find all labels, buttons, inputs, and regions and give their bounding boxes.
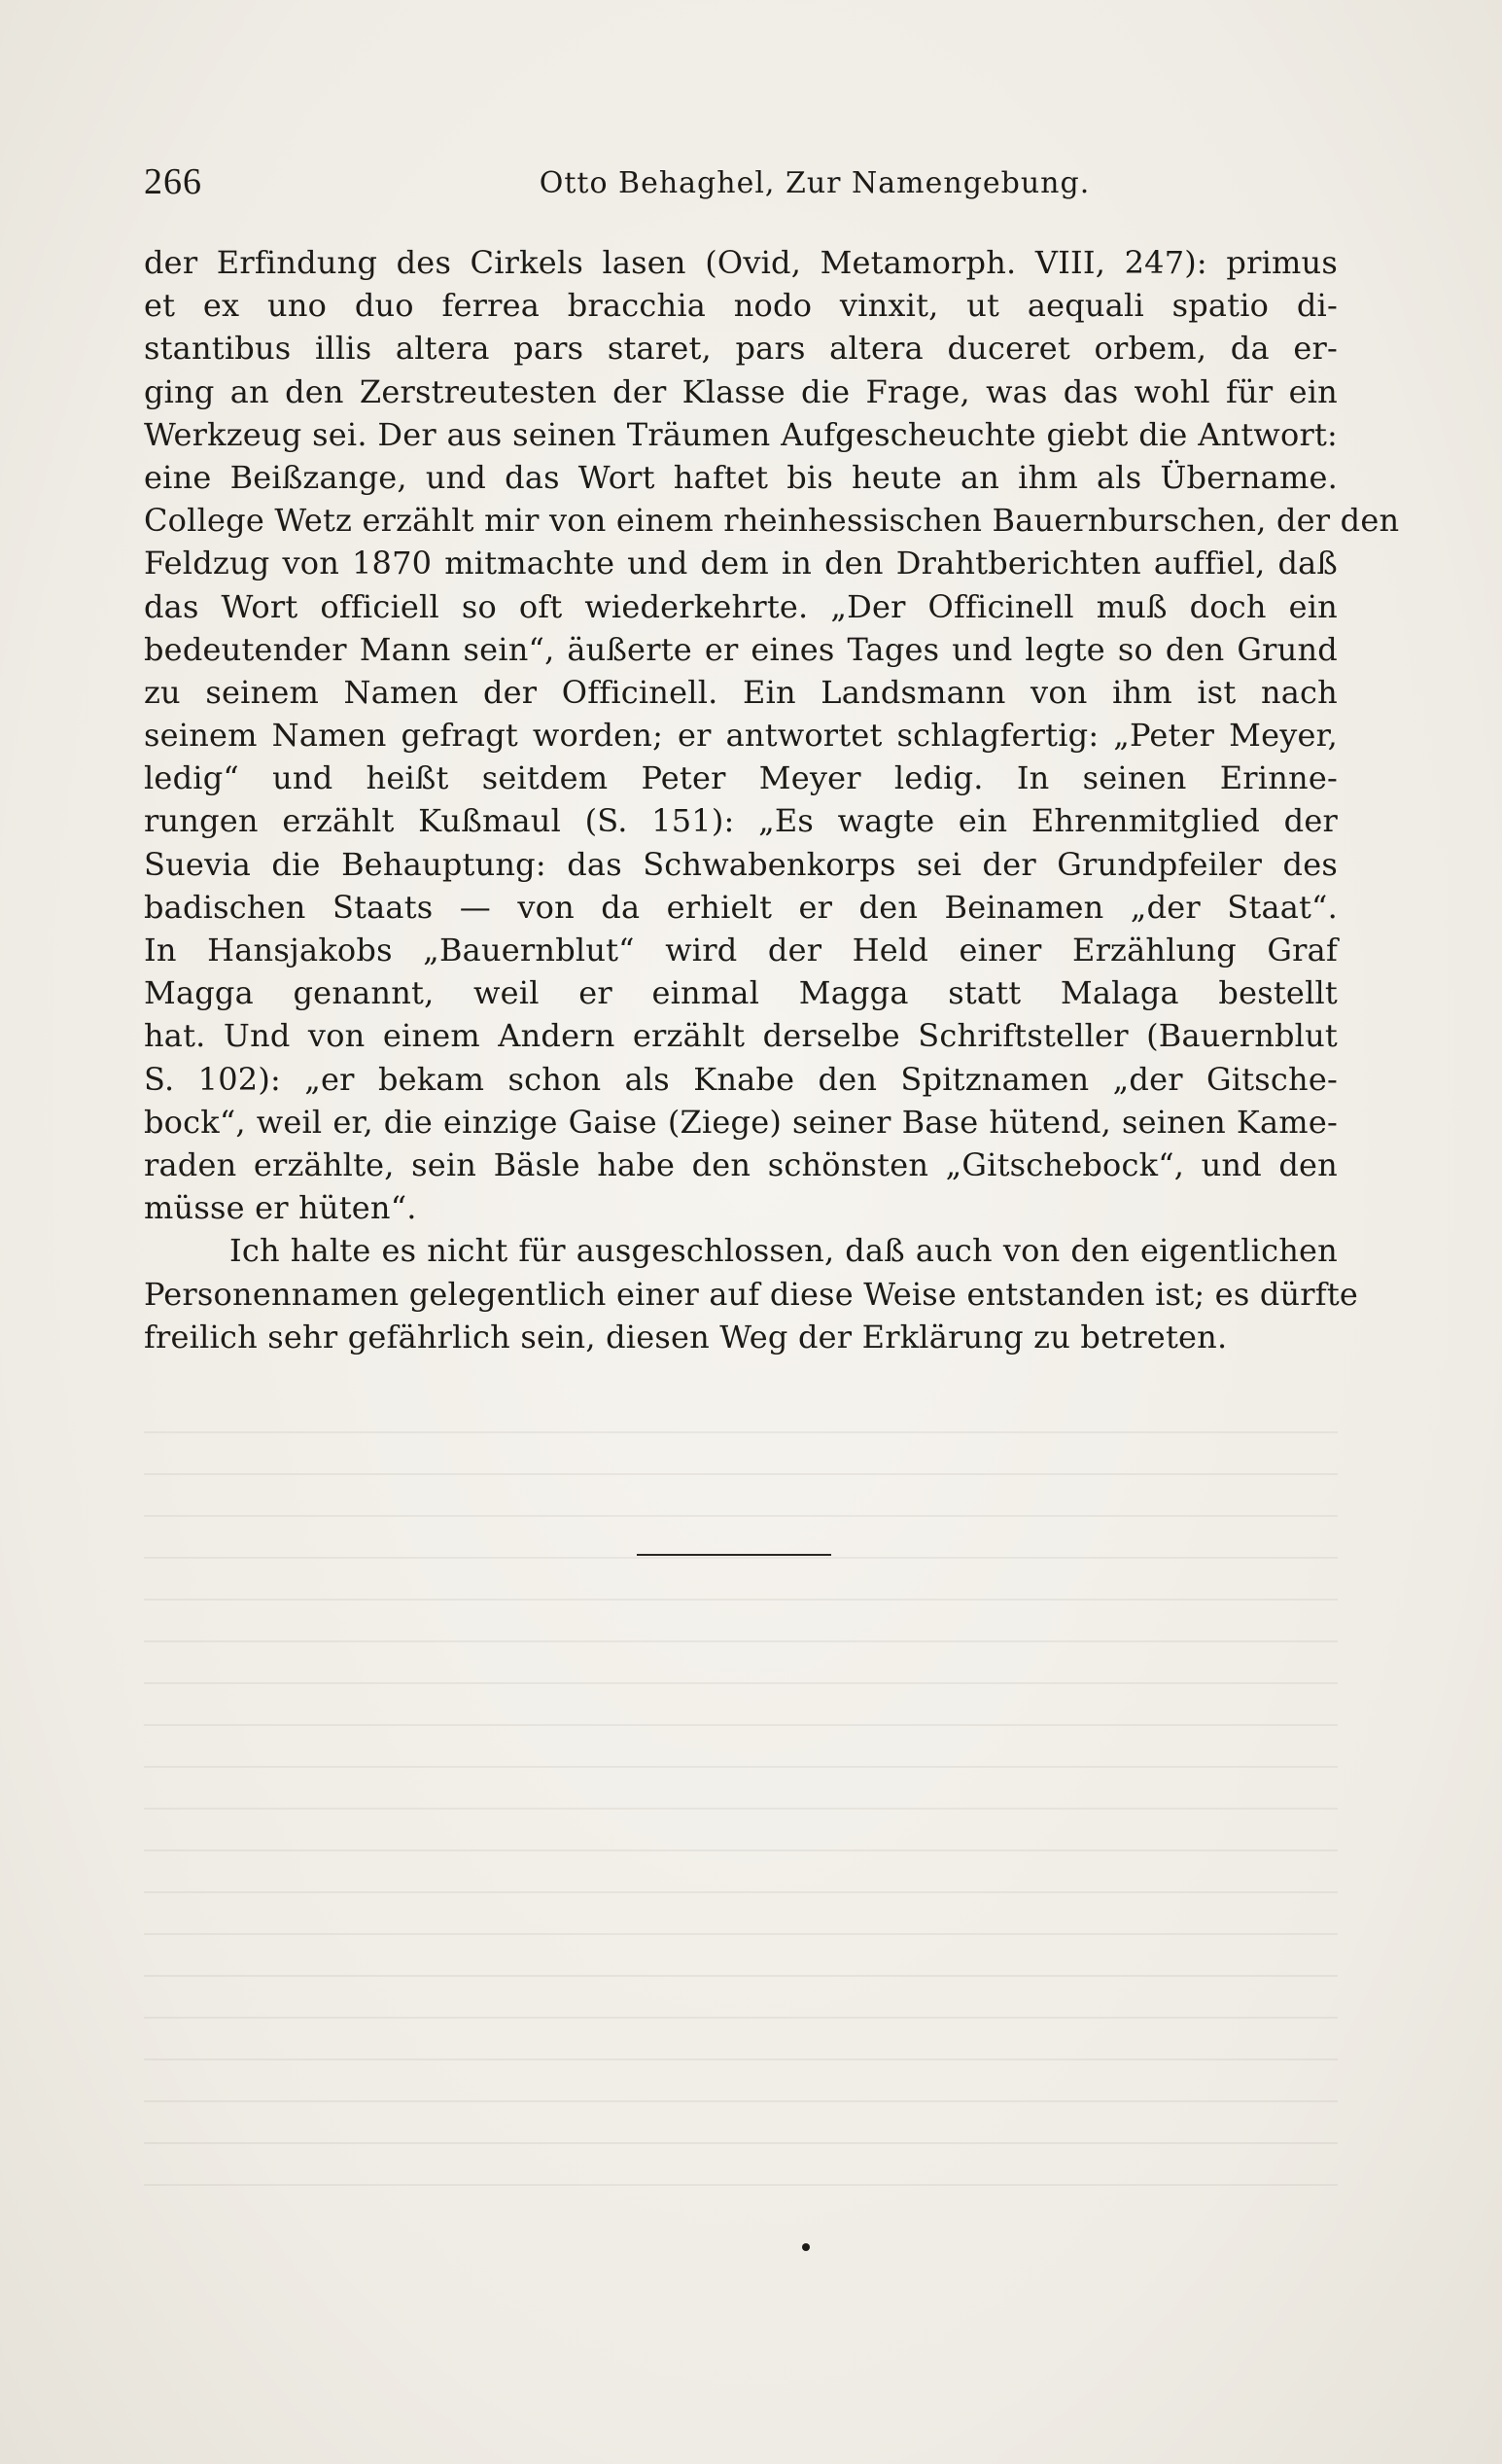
text-line: rungen erzählt Kußmaul (S. 151): „Es wagte ein Ehrenmitglied der <box>144 802 1338 840</box>
text-line: freilich sehr gefährlich sein, diesen Weg der Erklärung zu betreten. <box>144 1318 1228 1355</box>
text-line: müsse er hüten“. <box>144 1189 417 1227</box>
text-line: bock“, weil er, die einzige Gaise (Ziege) seiner Base hütend, seinen Kame- <box>144 1103 1338 1141</box>
text-line: S. 102): „er bekam schon als Knabe den Spitznamen „der Gitsche- <box>144 1060 1338 1098</box>
text-line: ledig“ und heißt seitdem Peter Meyer ledig. In seinen Erinne- <box>144 759 1338 797</box>
text-line: Suevia die Behauptung: das Schwabenkorps sei der Grundpfeiler des <box>144 845 1338 883</box>
section-divider <box>637 1554 831 1556</box>
text-line: Personennamen gelegentlich einer auf diese Weise entstanden ist; es dürfte <box>144 1275 1359 1313</box>
text-line: seinem Namen gefragt worden; er antwortet schlagfertig: „Peter Meyer, <box>144 717 1338 755</box>
text-line: badischen Staats — von da erhielt er den Beinamen „der Staat“. <box>144 888 1338 926</box>
text-line: Feldzug von 1870 mitmachte und dem in den Drahtberichten auffiel, daß <box>144 545 1338 582</box>
text-line: Magga genannt, weil er einmal Magga statt Malaga bestellt <box>144 974 1338 1012</box>
running-head: Otto Behaghel, Zur Namengebung. <box>539 166 1091 200</box>
page-mark <box>802 2243 810 2251</box>
page-header <box>144 160 1335 209</box>
text-line: Ich halte es nicht für ausgeschlossen, daß auch von den eigentlichen <box>229 1232 1338 1270</box>
text-line: et ex uno duo ferrea bracchia nodo vinxit, ut aequali spatio di- <box>144 287 1338 325</box>
text-line: eine Beißzange, und das Wort haftet bis heute an ihm als Übername. <box>144 458 1338 496</box>
text-line: raden erzählte, sein Bäsle habe den schönsten „Gitschebock“, und den <box>144 1145 1338 1183</box>
page-number: 266 <box>144 161 202 202</box>
text-line: der Erfindung des Cirkels lasen (Ovid, Metamorph. VIII, 247): primus <box>144 244 1338 281</box>
text-line: In Hansjakobs „Bauernblut“ wird der Held einer Erzählung Graf <box>144 932 1338 968</box>
text-line: stantibus illis altera pars staret, pars altera duceret orbem, da er- <box>144 330 1338 368</box>
text-line: ging an den Zerstreutesten der Klasse die Frage, was das wohl für ein <box>144 372 1338 410</box>
show-through-texture <box>144 1410 1338 2188</box>
text-line: hat. Und von einem Andern erzählt derselbe Schriftsteller (Bauernblut <box>144 1017 1338 1055</box>
body-text <box>144 241 1400 1358</box>
text-line: bedeutender Mann sein“, äußerte er eines Tages und legte so den Grund <box>144 630 1338 668</box>
text-line: das Wort officiell so oft wiederkehrte. „Der Officinell muß doch ein <box>144 587 1338 625</box>
text-line: College Wetz erzählt mir von einem rheinhessischen Bauernburschen, der den <box>144 502 1400 540</box>
text-line: zu seinem Namen der Officinell. Ein Landsmann von ihm ist nach <box>144 673 1338 711</box>
text-line: Werkzeug sei. Der aus seinen Träumen Aufgescheuchte giebt die Antwort: <box>144 415 1338 453</box>
